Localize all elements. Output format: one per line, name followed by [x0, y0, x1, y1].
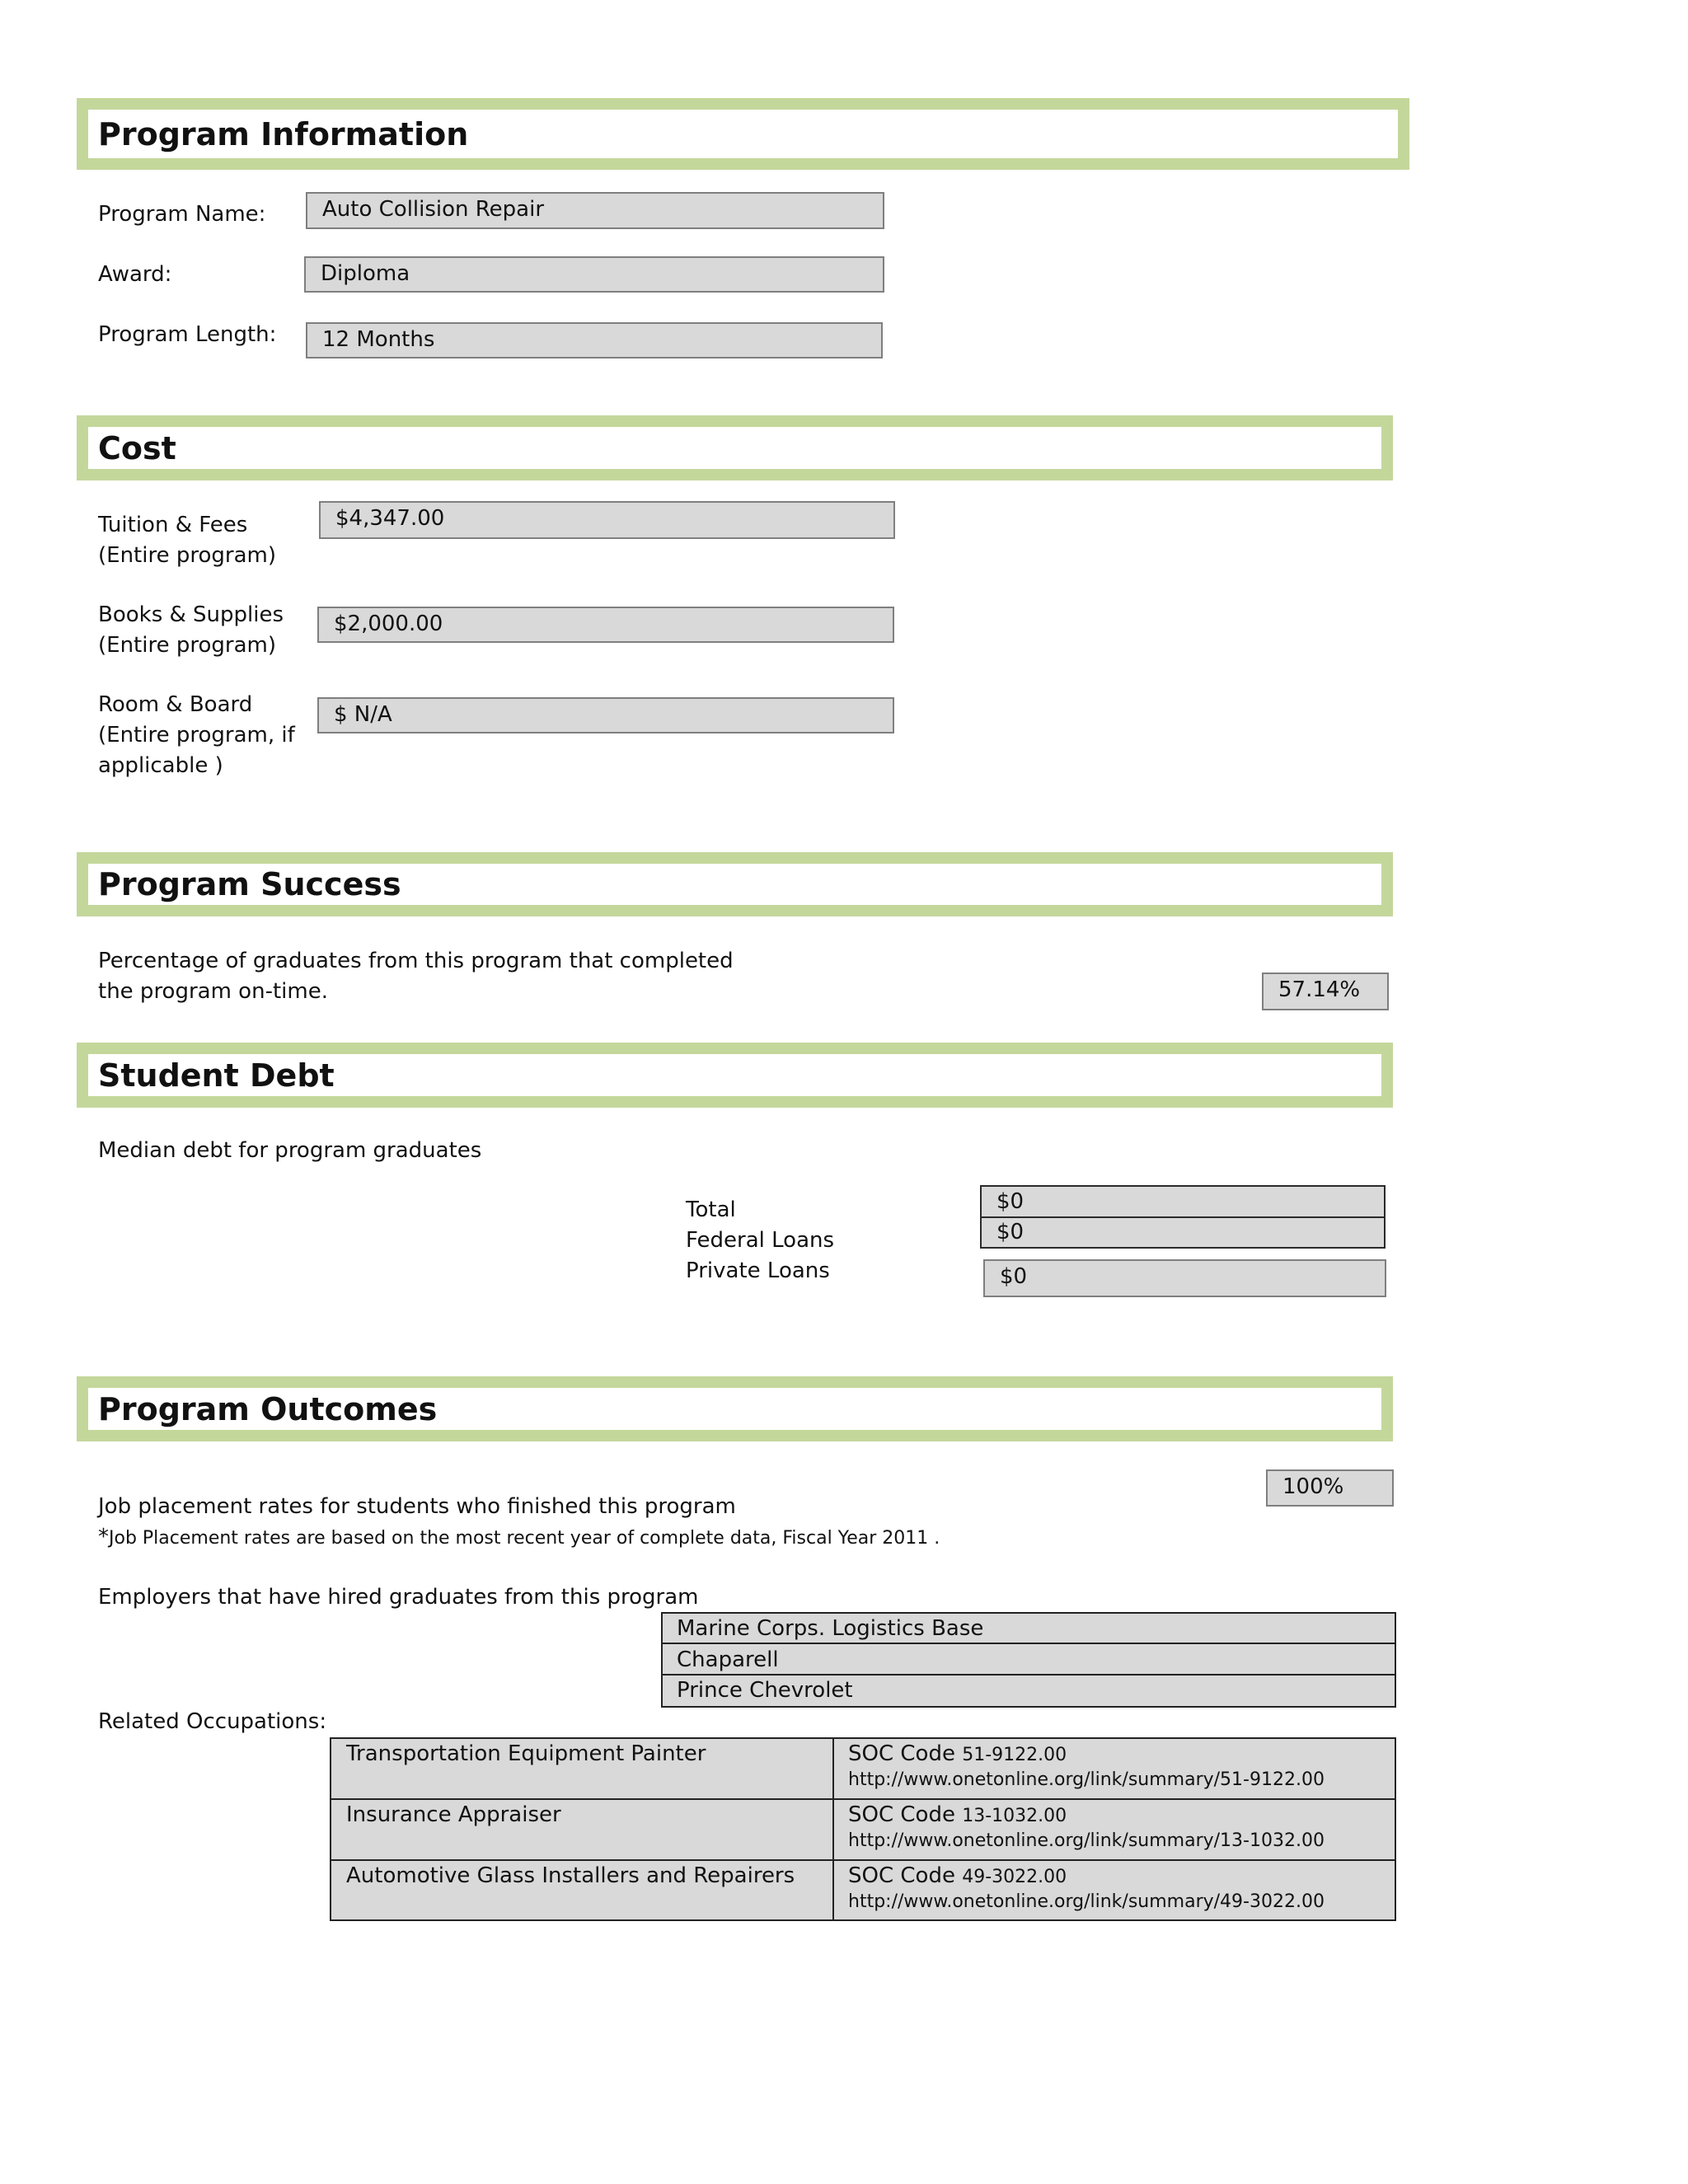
federal-loans-field: $0	[980, 1216, 1386, 1249]
soc-code-line	[848, 1802, 1395, 1827]
success-description	[98, 946, 734, 1007]
placement-note-text: Job Placement rates are based on the most recent year of complete data, Fiscal Year 2011 .	[109, 1528, 940, 1549]
tuition-field: $4,347.00	[319, 501, 895, 539]
occupation-soc	[834, 1861, 1395, 1919]
occupation-name: Automotive Glass Installers and Repairers	[331, 1861, 834, 1919]
student-debt-header	[77, 1043, 1393, 1108]
books-label-line: Books & Supplies	[98, 602, 284, 627]
placement-rate-field: 100%	[1266, 1469, 1394, 1507]
section-title: Program Success	[98, 866, 401, 902]
books-field: $2,000.00	[317, 607, 894, 643]
soc-code-prefix: SOC Code	[848, 1802, 963, 1827]
award-field: Diploma	[304, 256, 884, 293]
success-description-line: the program on-time.	[98, 979, 328, 1004]
section-title: Cost	[98, 429, 176, 466]
program-length-label: Program Length:	[98, 322, 277, 347]
private-loans-label: Private Loans	[686, 1258, 830, 1283]
onet-link[interactable]: http://www.onetonline.org/link/summary/51-9122.00	[848, 1769, 1325, 1790]
room-label-line: (Entire program, if	[98, 723, 295, 748]
employer-row: Marine Corps. Logistics Base	[663, 1614, 1395, 1644]
books-label	[98, 600, 284, 661]
occupations-table	[330, 1737, 1396, 1921]
occupation-name: Transportation Equipment Painter	[331, 1739, 834, 1800]
total-debt-field: $0	[980, 1185, 1386, 1218]
placement-label: Job placement rates for students who finished this program	[98, 1494, 736, 1519]
occupation-soc	[834, 1739, 1395, 1800]
tuition-label-line: (Entire program)	[98, 543, 276, 568]
total-debt-label: Total	[686, 1197, 736, 1222]
debt-labels	[686, 1195, 834, 1286]
room-field: $ N/A	[317, 697, 894, 733]
success-rate-field: 57.14%	[1262, 972, 1389, 1010]
tuition-label	[98, 510, 276, 571]
section-title: Program Information	[98, 115, 469, 152]
program-length-field: 12 Months	[306, 322, 883, 359]
employer-row: Chaparell	[663, 1644, 1395, 1675]
tuition-label-line: Tuition & Fees	[98, 513, 248, 537]
median-debt-description: Median debt for program graduates	[98, 1138, 482, 1163]
room-label-line: applicable )	[98, 753, 223, 778]
employers-table	[661, 1612, 1396, 1708]
soc-code-value: 13-1032.00	[962, 1806, 1067, 1826]
section-title: Program Outcomes	[98, 1390, 438, 1427]
occupation-name: Insurance Appraiser	[331, 1800, 834, 1861]
soc-code-line	[848, 1863, 1395, 1888]
soc-code-value: 49-3022.00	[962, 1867, 1067, 1887]
placement-note	[98, 1522, 940, 1554]
federal-loans-label: Federal Loans	[686, 1228, 835, 1253]
cost-header	[77, 415, 1393, 480]
books-label-line: (Entire program)	[98, 633, 276, 658]
room-label	[98, 690, 295, 781]
placement-note-star: *	[98, 1525, 109, 1549]
related-occupations-label: Related Occupations:	[98, 1709, 327, 1734]
program-name-field: Auto Collision Repair	[306, 192, 884, 229]
soc-code-line	[848, 1741, 1395, 1766]
employers-label: Employers that have hired graduates from this program	[98, 1585, 699, 1610]
occupation-soc	[834, 1800, 1395, 1861]
program-success-header	[77, 852, 1393, 916]
soc-code-value: 51-9122.00	[962, 1745, 1067, 1765]
section-title: Student Debt	[98, 1057, 335, 1094]
soc-code-prefix: SOC Code	[848, 1741, 963, 1766]
onet-link[interactable]: http://www.onetonline.org/link/summary/49-3022.00	[848, 1891, 1325, 1912]
award-label: Award:	[98, 262, 172, 287]
program-name-label: Program Name:	[98, 202, 266, 227]
private-loans-field: $0	[983, 1259, 1386, 1297]
employer-row: Prince Chevrolet	[677, 1678, 853, 1703]
room-label-line: Room & Board	[98, 692, 253, 717]
success-description-line: Percentage of graduates from this program that completed	[98, 949, 734, 973]
soc-code-prefix: SOC Code	[848, 1863, 963, 1888]
program-information-header	[77, 98, 1409, 170]
onet-link[interactable]: http://www.onetonline.org/link/summary/13-1032.00	[848, 1830, 1325, 1851]
program-outcomes-header	[77, 1376, 1393, 1441]
